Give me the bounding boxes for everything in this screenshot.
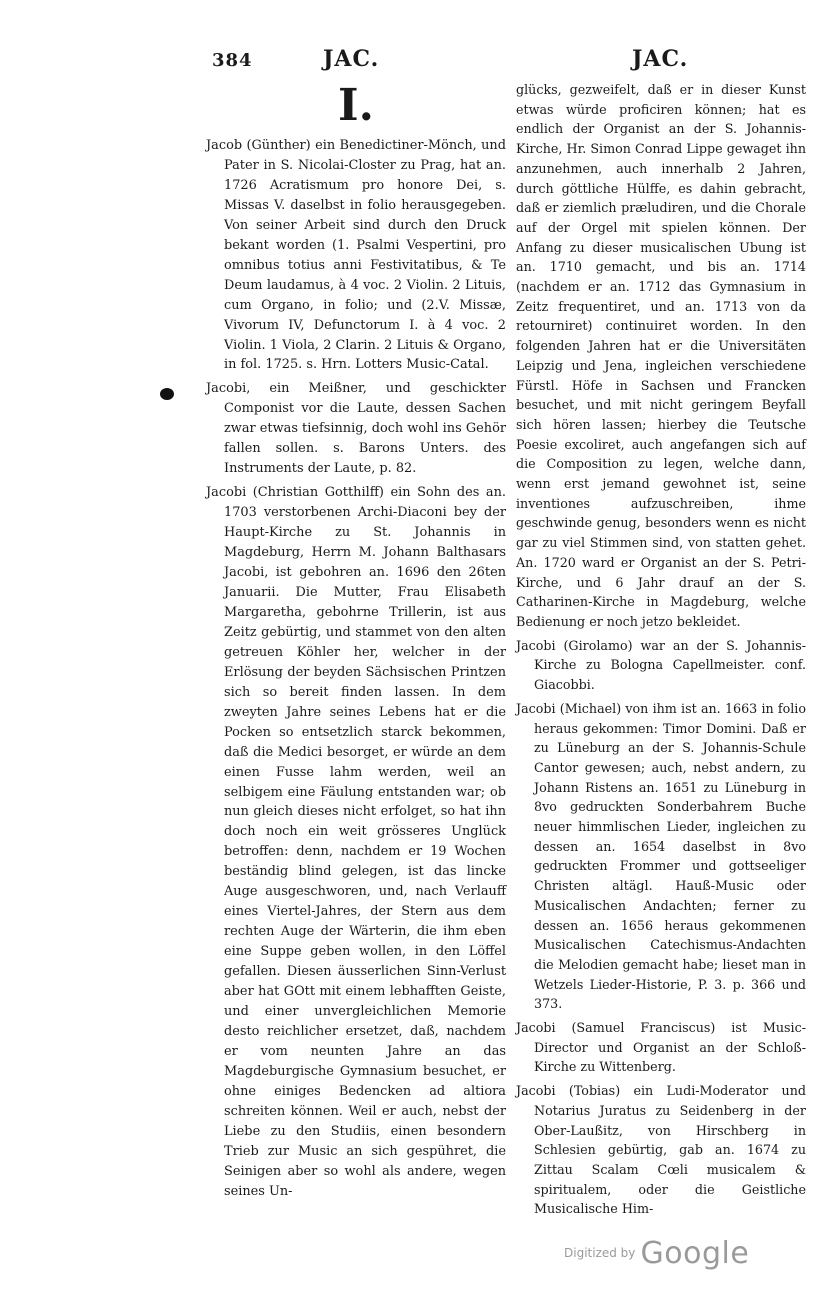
watermark-prefix: Digitized by (564, 1246, 636, 1260)
right-column (516, 80, 806, 1223)
entry-jacobi-samuel-franciscus: Jacobi (Samuel Franciscus) ist Music-Director und Organist an der Schloß-Kirche zu Wittenberg. (516, 1020, 806, 1075)
ink-blot-mark (160, 388, 174, 400)
entry-jacobi-tobias: Jacobi (Tobias) ein Ludi-Moderator und Notarius Juratus zu Seidenberg in der Ober-Laußitz, von Hirschberg in Schlesien gebürtig, gab an. 1674 zu Zittau Scalam Cœli musicalem & spiritualem, oder die Geistliche Musicalische Him- (516, 1083, 806, 1217)
entry-jacobi-michael: Jacobi (Michael) von ihm ist an. 1663 in folio heraus gekommen: Timor Domini. Daß er zu Lüneburg an der S. Johannis-Schule Cantor gewesen; auch, nebst andern, zu Johann Ristens an. 1651 zu Lüneburg in 8vo gedruckten Sonderbahrem Buche neuer himmlischen Lieder, ingleichen zu dessen an. 1654 daselbst in 8vo gedruckten Frommer und gottseeliger Christen altägl. Hauß-Music oder Musicalischen Andachten; ferner zu dessen an. 1656 heraus gekommenen Musicalischen Catechismus-Andachten die Melodien gemacht habe; lieset man in Wetzels Lieder-Historie, P. 3. p. 366 und 373. (516, 700, 806, 1012)
running-head-right: JAC. (632, 46, 689, 72)
google-logo: Google (640, 1236, 750, 1271)
entry-jacobi-girolamo: Jacobi (Girolamo) war an der S. Johannis-Kirche zu Bologna Capellmeister. conf. Giacobbi. (516, 637, 806, 693)
section-letter: I. (338, 80, 374, 131)
running-head-left: JAC. (323, 46, 380, 72)
entry-continuation: glücks, gezweifelt, daß er in dieser Kunst etwas würde proficiren können; hat es endlich der Organist an der S. Johannis-Kirche, Hr. Simon Conrad Lippe gewaget ihn anzunehmen, auch innerhalb 2 Jahren, durch göttliche Hülffe, es dahin gebracht, daß er ziemlich præludiren, und die Chorale auf der Orgel mit spielen können. Der Anfang zu dieser musicalischen Ubung ist an. 1710 gemacht, und bis an. 1714 (nachdem er an. 1712 das Gymnasium in Zeitz frequentiret, und an. 1713 von da retourniret) continuiret worden. In den folgenden Jahren hat er die Universitäten Leipzig und Jena, ingleichen verschiedene Fürstl. Höfe in Sachsen und Francken besuchet, und mit nicht geringem Beyfall sich hören lassen; hierbey die Teutsche Poesie excoliret, auch angefangen sich auf die Composition zu legen, welche dann, wenn erst jemand gewohnet ist, seine inventiones aufzuschreiben, ihme geschwinde genug, besonders wenn es nicht gar zu viel Stimmen sind, von statten gehet. An. 1720 ward er Organist an der S. Petri-Kirche, und 6 Jahr drauf an der S. Catharinen-Kirche in Magdeburg, welche Bedienung er noch jetzo bekleidet. (516, 82, 806, 629)
entry-jacobi-meissner: Jacobi, ein Meißner, und geschickter Componist vor die Laute, dessen Sachen zwar etwas tiefsinnig, doch wohl ins Gehör fallen sollen. s. Barons Unters. des Instruments der Laute, p. 82. (206, 381, 506, 477)
entry-jacobi-christian-gotthilff: Jacobi (Christian Gotthilff) ein Sohn des an. 1703 verstorbenen Archi-Diaconi bey der Haupt-Kirche zu St. Johannis in Magdeburg, Herrn M. Johann Balthasars Jacobi, ist gebohren an. 1696 den 26ten Januarii. Die Mutter, Frau Elisabeth Margaretha, gebohrne Trillerin, ist aus Zeitz gebürtig, und stammet von den alten getreuen Köhler her, welcher in der Erlösung der beyden Sächsischen Printzen sich so bereit finden lassen. In dem zweyten Jahre seines Lebens hat er die Pocken so entsetzlich starck bekommen, daß die Medici besorget, er würde an dem einen Fusse lahm werden, weil an selbigem eine Fäulung entstanden war; ob nun gleich dieses nicht erfolget, so hat ihn doch noch ein weit grösseres Unglück betroffen: denn, nachdem er 19 Wochen beständig blind gelegen, ist das lincke Auge ausgeschworen, und, nach Verlauff eines Viertel-Jahres, der Stern aus dem rechten Auge der Wärterin, die ihm eben eine Suppe geben wollen, in den Löffel gefallen. Diesen äusserlichen Sinn-Verlust aber hat GOtt mit einem lebhafften Geiste, und einer unvergleichlichen Memorie desto reichlicher ersetzet, daß, nachdem er vom neunten Jahre an das Magdeburgische Gymnasium besuchet, er ohne einiges Bedencken ad altiora schreiten können. Weil er auch, nebst der Liebe zu den Studiis, einen besondern Trieb zur Music an sich gespühret, die Seinigen aber so wohl als andere, wegen seines Un- (206, 485, 506, 1199)
digitized-watermark (564, 1236, 749, 1271)
entry-jacob-guenther: Jacob (Günther) ein Benedictiner-Mönch, und Pater in S. Nicolai-Closter zu Prag, hat an. 1726 Acratismum pro honore Dei, s. Missas V. daselbst in folio herausgegeben. Von seiner Arbeit sind durch den Druck bekant worden (1. Psalmi Vespertini, pro omnibus totius anni Festivitatibus, & Te Deum laudamus, à 4 voc. 2 Violin. 2 Lituis, cum Organo, in folio; und (2.V. Missæ, Vivorum IV, Defunctorum I. à 4 voc. 2 Violin. 1 Viola, 2 Clarin. 2 Lituis & Organo, in fol. 1725. s. Hrn. Lotters Music-Catal. (206, 138, 506, 373)
page-number: 384 (212, 50, 253, 71)
left-column (206, 136, 506, 1206)
